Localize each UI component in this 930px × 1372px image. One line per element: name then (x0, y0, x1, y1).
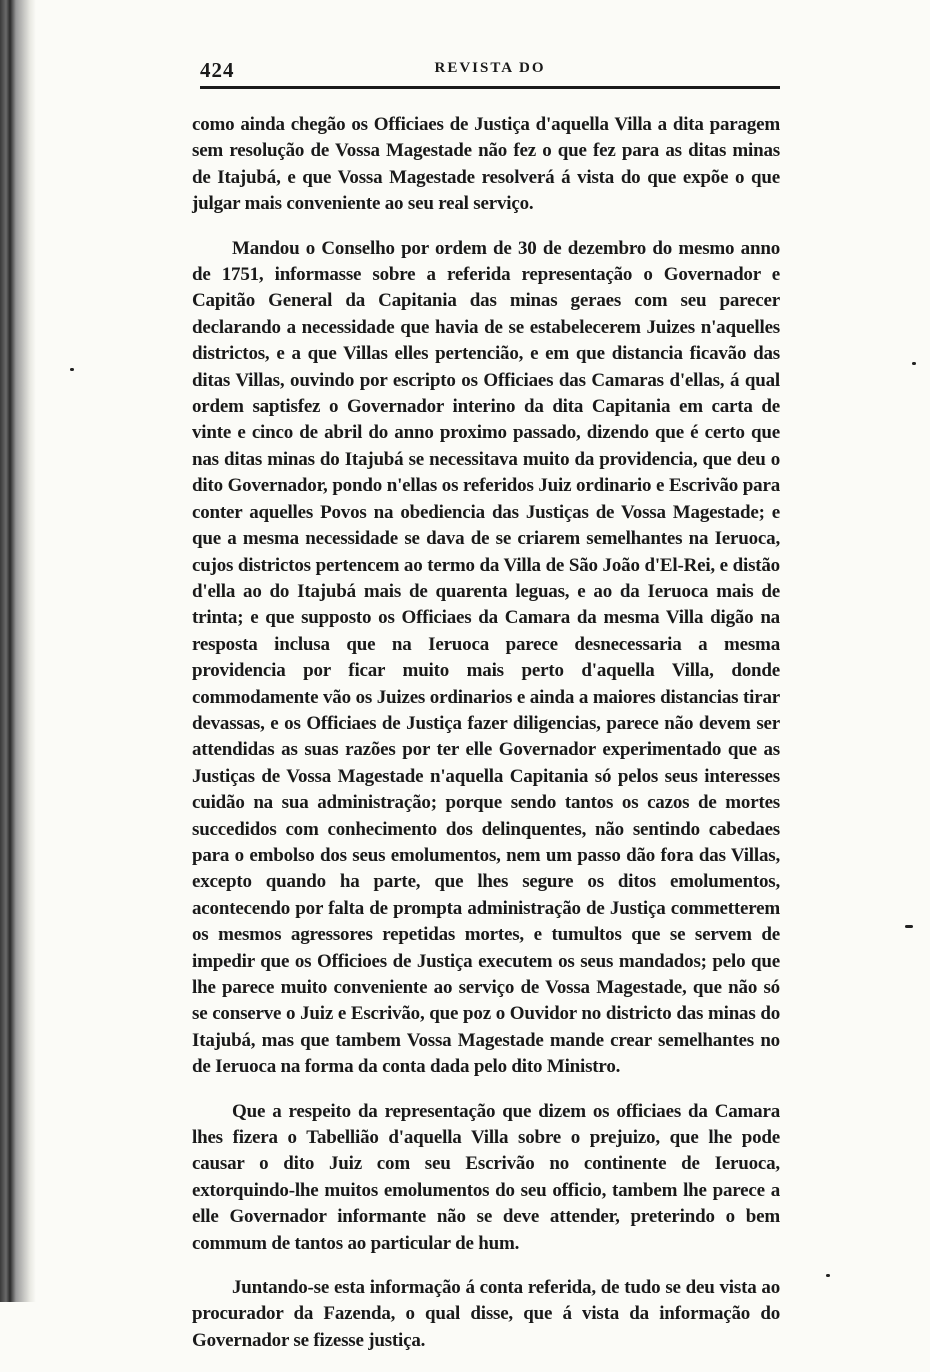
header-rule (200, 86, 780, 89)
print-speck (905, 925, 913, 928)
paragraph-4: Juntando-se esta informação á conta referida, de tudo se deu vista ao procurador da Fazenda, o qual disse, que á vista da informação do Governador se fizesse justiça. (192, 1277, 780, 1351)
book-binding-edge (0, 0, 36, 1302)
body-text (192, 112, 780, 1372)
page-header (200, 52, 780, 82)
paragraph-2: Mandou o Conselho por ordem de 30 de dezembro do mesmo anno de 1751, informasse sobre a referida representação o Governador e Capitão General da Capitania das minas geraes com seu parecer declarando a necessidade que havia de se estabelecerem Juizes n'aquelles districtos, e a que Villas elles pertencião, e em que distancia ficavão das ditas Villas, ouvindo por escripto os Officiaes das Camaras d'ellas, á qual ordem saptisfez o Governador interino da dita Capitania em carta de vinte e cinco de abril do anno proximo passado, dizendo que é certo que nas ditas minas do Itajubá se necessitava muito da providencia, que deu o dito Governador, pondo n'ellas os referidos Juiz ordinario e Escrivão para conter aquelles Povos na obediencia das Justiças de Vossa Magestade; e que a mesma necessidade se dava de se criarem semelhantes na Ieruoca, cujos districtos pertencem ao termo da Villa de São João d'El-Rei, e distão d'ella ao do Itajubá mais de quarenta leguas, e ao da Ieruoca mais de trinta; e que supposto os Officiaes da Camara da mesma Villa digão na resposta inclusa que na Ieruoca parece desnecessaria a mesma providencia por ficar muito mais perto d'aquella Villa, donde commodamente vão os Juizes ordinarios e ainda a maiores distancias tirar devassas, e os Officiaes de Justiça fazer diligencias, parece não devem ser attendidas as suas razões por ter elle Governador experimentado que as Justiças de Vossa Magestade n'aquella Capitania só pelos seus interesses cuidão na sua administração; porque sendo tantos os cazos de mortes succedidos com conhecimento dos delinquentes, não sentindo cabedaes para o embolso dos seus emolumentos, nem um passo dão fora das Villas, excepto quando ha parte, que lhes segure os ditos emolumentos, acontecendo por falta de prompta administração de Justiça commetterem os mesmos agressores repetidas mortes, e tumultos que se servem de impedir que os Officioes de Justiça executem os seus mandados; pelo que lhe parece muito conveniente ao serviço de Vossa Magestade, que não só se conserve o Juiz e Escrivão, que poz o Ouvidor no districto das minas do Itajubá, mas que tambem Vossa Magestade mande crear semelhantes no de Ieruoca na forma da conta dada pelo dito Ministro. (192, 237, 780, 1078)
paragraph-3: Que a respeito da representação que dizem os officiaes da Camara lhes fizera o Tabellião d'aquella Villa sobre o prejuizo, que lhe pode causar o dito Juiz com seu Escrivão no continente de Ieruoca, extorquindo-lhe muitos emolumentos do seu officio, tambem lhe parece a elle Governador informante não se deve attender, preterindo o bem commum de tantos ao particular de hum. (192, 1100, 780, 1254)
print-speck (826, 1274, 830, 1277)
print-speck (70, 368, 74, 371)
paragraph-1: como ainda chegão os Officiaes de Justiça d'aquella Villa a dita paragem sem resolução de Vossa Magestade não fez o que fez para as ditas minas de Itajubá, e que Vossa Magestade resolverá á vista do que expõe o que julgar mais conveniente ao seu real serviço. (192, 114, 780, 215)
page-number: 424 (200, 58, 235, 82)
running-title: REVISTA DO (434, 60, 546, 76)
print-speck (912, 362, 916, 365)
